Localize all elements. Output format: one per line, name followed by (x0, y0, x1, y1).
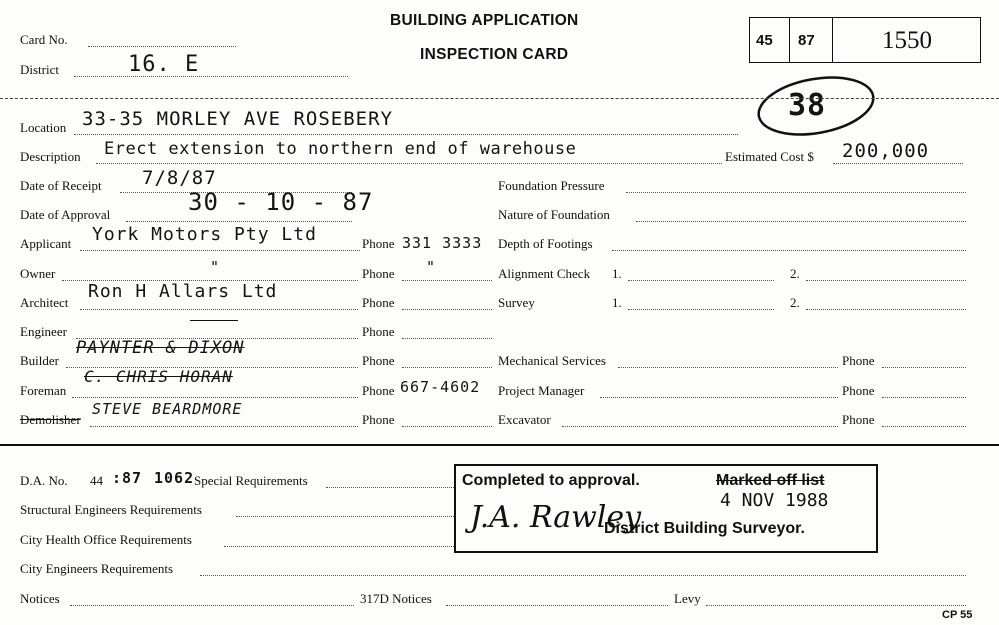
survey-2-label: 2. (790, 295, 800, 310)
structural-line (236, 516, 454, 517)
applicant-label: Applicant (20, 236, 72, 251)
architect-phone-label: Phone (362, 295, 395, 310)
excavator-phone-line (882, 426, 966, 427)
architect-underline (190, 320, 238, 321)
district-line (74, 76, 348, 77)
mechanical-label: Mechanical Services (498, 353, 606, 368)
alignment-1-line (628, 280, 774, 281)
estimated-cost-label: Estimated Cost $ (725, 149, 814, 164)
levy-label: Levy (674, 591, 701, 606)
survey-1-label: 1. (612, 295, 622, 310)
ref-divider-1 (789, 17, 790, 63)
architect-label: Architect (20, 295, 69, 310)
applicant-value: York Motors Pty Ltd (92, 224, 317, 245)
page-subtitle: INSPECTION CARD (420, 46, 569, 63)
stamp-signature: J.A. Rawley (470, 500, 642, 535)
stamp-marked-off-text: Marked off list (716, 472, 825, 489)
alignment-label: Alignment Check (498, 266, 591, 281)
stamp-date: 4 NOV 1988 (720, 490, 829, 511)
project-manager-phone-label: Phone (842, 383, 875, 398)
alignment-2-line (806, 280, 966, 281)
structural-label: Structural Engineers Requirements (20, 502, 202, 517)
demolisher-label: Demolisher (20, 412, 81, 427)
demolisher-phone-line (402, 426, 492, 427)
builder-label: Builder (20, 353, 59, 368)
notices-line (70, 605, 354, 606)
city-eng-line (200, 575, 966, 576)
nature-foundation-label: Nature of Foundation (498, 207, 610, 222)
owner-phone-line (402, 280, 492, 281)
survey-1-line (628, 309, 774, 310)
depth-footings-line (612, 250, 966, 251)
special-label: Special Requirements (194, 473, 308, 488)
location-line (74, 134, 738, 135)
levy-line (706, 605, 966, 606)
project-manager-label: Project Manager (498, 383, 585, 398)
engineer-phone-line (402, 338, 492, 339)
notices-317d-line (446, 605, 668, 606)
owner-label: Owner (20, 266, 56, 281)
health-label: City Health Office Requirements (20, 532, 192, 547)
location-value: 33-35 MORLEY AVE ROSEBERY (82, 108, 393, 130)
builder-value: PAYNTER & DIXON (76, 338, 245, 358)
description-line (96, 163, 722, 164)
builder-phone-line (402, 367, 492, 368)
alignment-1-label: 1. (612, 266, 622, 281)
architect-value: Ron H Allars Ltd (88, 281, 278, 302)
mechanical-phone-line (882, 367, 966, 368)
architect-line (80, 309, 358, 310)
applicant-phone-label: Phone (362, 236, 395, 251)
date-approval-value: 30 - 10 - 87 (188, 188, 374, 216)
project-manager-line (600, 397, 838, 398)
top-divider (0, 98, 999, 99)
card-no-line (88, 46, 236, 47)
demolisher-phone-label: Phone (362, 412, 395, 427)
survey-2-line (806, 309, 966, 310)
foreman-line (72, 397, 358, 398)
ref-box-b: 87 (798, 32, 815, 49)
nature-foundation-line (636, 221, 966, 222)
foreman-phone-value: 667-4602 (400, 378, 481, 396)
location-label: Location (20, 120, 67, 135)
excavator-line (562, 426, 838, 427)
ref-box-number: 1550 (882, 27, 932, 54)
card-no-label: Card No. (20, 32, 68, 47)
alignment-2-label: 2. (790, 266, 800, 281)
estimated-cost-line (833, 163, 963, 164)
foreman-value: C. CHRIS HORAN (84, 367, 233, 386)
da-label: D.A. No. (20, 473, 68, 488)
estimated-cost-value: 200,000 (842, 140, 930, 162)
district-value: 16. E (128, 52, 200, 77)
foundation-pressure-label: Foundation Pressure (498, 178, 605, 193)
applicant-line (80, 250, 360, 251)
description-value: Erect extension to northern end of warehouse (104, 139, 577, 159)
demolisher-line (90, 426, 358, 427)
form-code: CP 55 (942, 609, 973, 621)
foreman-phone-label: Phone (362, 383, 395, 398)
depth-footings-label: Depth of Footings (498, 236, 593, 251)
owner-value: " (210, 258, 221, 276)
reference-box (749, 17, 981, 63)
project-manager-phone-line (882, 397, 966, 398)
engineer-phone-label: Phone (362, 324, 395, 339)
ref-box-a: 45 (756, 32, 773, 49)
builder-phone-label: Phone (362, 353, 395, 368)
architect-phone-line (402, 309, 492, 310)
circled-mark: 38 (788, 88, 827, 123)
applicant-phone-value: 331 3333 (402, 234, 483, 252)
special-line (326, 487, 454, 488)
health-line (224, 546, 454, 547)
da-prefix: 44 (90, 473, 103, 488)
notices-317d-label: 317D Notices (360, 591, 432, 606)
page-title: BUILDING APPLICATION (390, 12, 579, 29)
engineer-label: Engineer (20, 324, 67, 339)
date-receipt-label: Date of Receipt (20, 178, 102, 193)
mid-divider (0, 444, 999, 446)
stamp-completed-text: Completed to approval. (462, 472, 640, 489)
notices-label: Notices (20, 591, 60, 606)
excavator-phone-label: Phone (842, 412, 875, 427)
da-year: :87 (112, 469, 143, 487)
mechanical-phone-label: Phone (842, 353, 875, 368)
district-label: District (20, 62, 59, 77)
foundation-pressure-line (626, 192, 966, 193)
date-approval-line (126, 221, 352, 222)
date-receipt-value: 7/8/87 (142, 167, 217, 189)
stamp-role-text: District Building Surveyor. (604, 520, 805, 537)
ref-divider-2 (832, 17, 833, 63)
survey-label: Survey (498, 295, 535, 310)
description-label: Description (20, 149, 81, 164)
demolisher-value: STEVE BEARDMORE (92, 400, 243, 418)
da-number: 1062 (154, 469, 195, 487)
foreman-label: Foreman (20, 383, 67, 398)
city-eng-label: City Engineers Requirements (20, 561, 174, 576)
date-approval-label: Date of Approval (20, 207, 111, 222)
mechanical-line (618, 367, 838, 368)
owner-phone-value: " (426, 258, 437, 276)
excavator-label: Excavator (498, 412, 551, 427)
owner-phone-label: Phone (362, 266, 395, 281)
